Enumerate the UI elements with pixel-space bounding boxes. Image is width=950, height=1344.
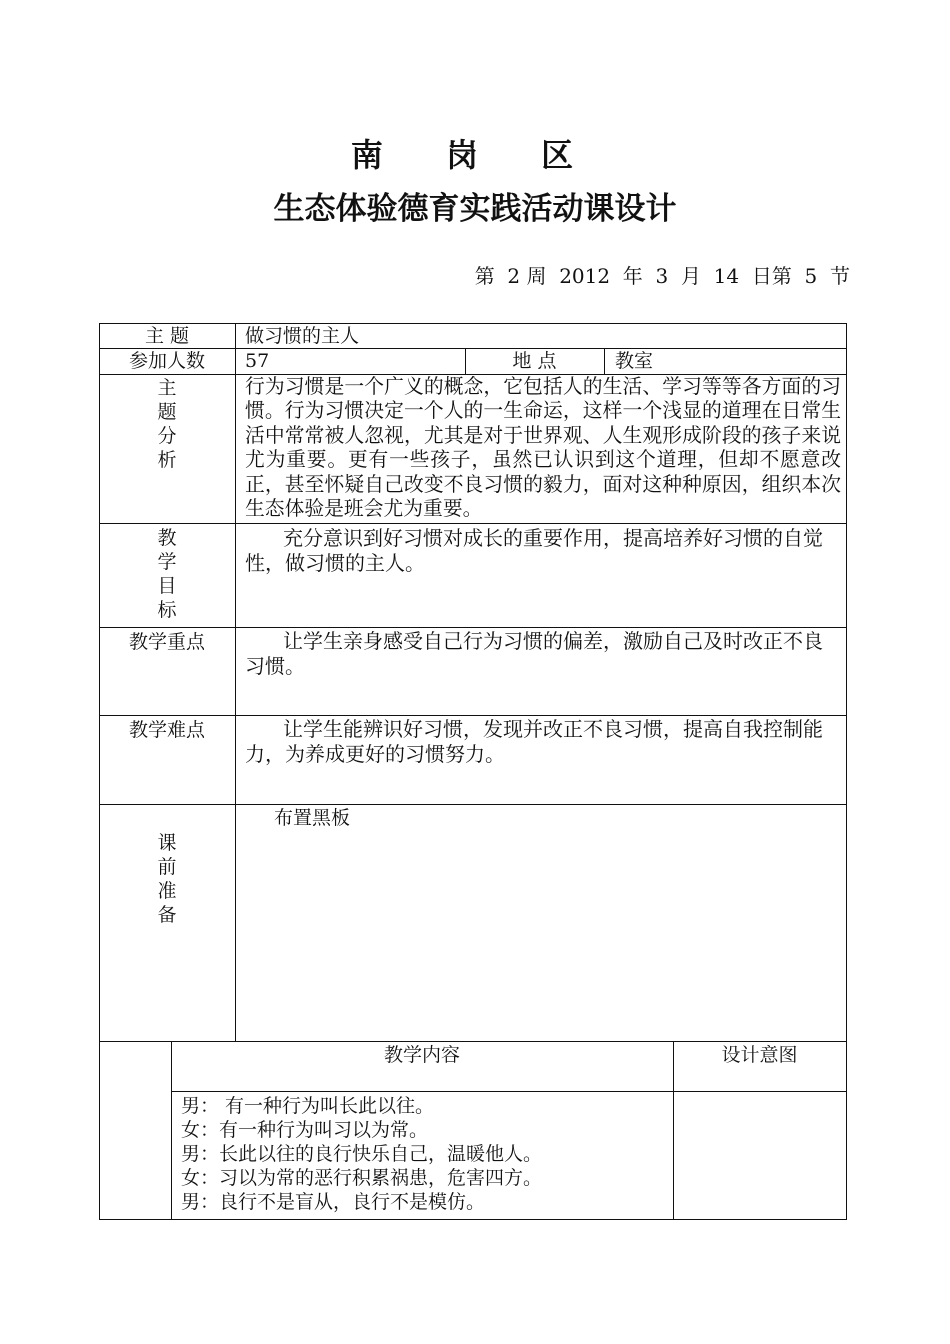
content-header: 教学内容: [383, 1044, 460, 1066]
analysis-label-char: 析: [157, 449, 177, 471]
prep-label-char: 准: [157, 880, 177, 902]
analysis-label-char: 分: [157, 425, 177, 447]
key-point-text: 让学生亲身感受自己行为习惯的偏差，激励自己及时改正不良习惯。: [245, 629, 823, 678]
goal-label-char: 目: [157, 575, 177, 597]
difficulty-text: 让学生能辨识好习惯，发现并改正不良习惯，提高自我控制能力，为养成更好的习惯努力。: [245, 717, 823, 766]
goal-label-char: 标: [157, 599, 177, 621]
prep-label-char: 备: [157, 904, 177, 926]
theme-value: 做习惯的主人: [245, 325, 360, 347]
analysis-text: 行为习惯是一个广义的概念，它包括人的生活、学习等等各方面的习惯。行为习惯决定一个人的一生命运，这样一个浅显的道理在日常生活中常常被人忽视，尤其是对于世界观、人生观形成阶段的孩子来说尤为重要。更有一些孩子，虽然已认识到这个道理，但却不愿意改正，甚至怀疑自己改变不良习惯的毅力，面对这种种原因，组织本次生态体验是班会尤为重要。: [245, 375, 841, 521]
key-point-label: 教学重点: [128, 631, 205, 653]
prep-label-char: 课: [157, 832, 177, 854]
analysis-label-char: 题: [157, 401, 177, 423]
participants-value: 57: [245, 350, 270, 372]
prep-label-char: 前: [157, 856, 177, 878]
dialogue-line: 女：习以为常的恶行积累祸患，危害四方。: [181, 1167, 543, 1189]
theme-label: 主 题: [144, 325, 190, 347]
goal-label-char: 学: [157, 551, 177, 573]
difficulty-label: 教学难点: [128, 719, 205, 741]
prep-text: 布置黑板: [274, 807, 351, 829]
goal-text: 充分意识到好习惯对成长的重要作用，提高培养好习惯的自觉性，做习惯的主人。: [245, 526, 823, 575]
content-lines: [181, 1094, 669, 1214]
prep-label: [99, 831, 235, 927]
location-value: 教室: [615, 350, 654, 372]
dialogue-line: 男：良行不是盲从，良行不是模仿。: [181, 1191, 486, 1213]
analysis-label: [99, 376, 235, 472]
location-label: 地 点: [512, 350, 557, 372]
analysis-label-char: 主: [157, 377, 177, 399]
dialogue-line: 女：有一种行为叫习以为常。: [181, 1119, 429, 1141]
date-line: 第 2 周 2012 年 3 月 14 日第 5 节: [474, 264, 850, 288]
participants-label: 参加人数: [128, 350, 205, 372]
goal-label: [99, 526, 235, 622]
district-title: 南 岗 区: [350, 136, 600, 174]
lesson-plan-table: [99, 323, 847, 1220]
intent-header: 设计意图: [721, 1044, 798, 1066]
course-title: 生态体验德育实践活动课设计: [273, 191, 677, 227]
goal-label-char: 教: [157, 527, 177, 549]
dialogue-line: 男： 有一种行为叫长此以往。: [181, 1095, 435, 1117]
dialogue-line: 男：长此以往的良行快乐自己，温暖他人。: [181, 1143, 543, 1165]
